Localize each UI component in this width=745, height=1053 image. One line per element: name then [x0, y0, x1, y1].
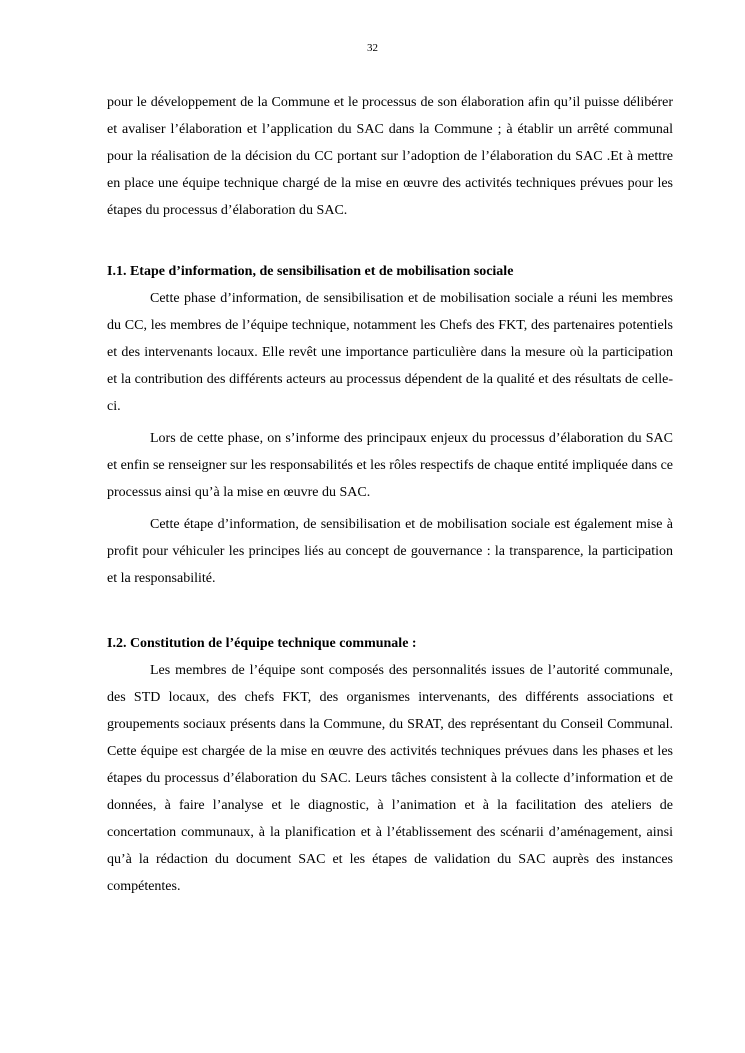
section1-paragraph-1: Cette phase d’information, de sensibilisation et de mobilisation sociale a réuni les membres du CC, les membres de l’équipe technique, notamment les Chefs des FKT, des partenaires potentiels et des intervenants locaux. Elle revêt une importance particulière dans la mesure où la participation et la contribution des différents acteurs au processus dépendent de la qualité et des résultats de celle-ci. — [107, 291, 673, 414]
section1-paragraph-2: Lors de cette phase, on s’informe des principaux enjeux du processus d’élaboration du SAC et enfin se renseigner sur les responsabilités et les rôles respectifs de chaque entité impliquée dans ce processus ainsi qu’à la mise en œuvre du SAC. — [107, 431, 673, 500]
section-heading-2: I.2. Constitution de l’équipe technique communale : — [107, 636, 417, 651]
section1-paragraph-3: Cette étape d’information, de sensibilisation et de mobilisation sociale est également mise à profit pour véhiculer les principes liés au concept de gouvernance : la transparence, la participation et la responsabilité. — [107, 517, 673, 586]
document-body — [107, 89, 673, 900]
section-heading-1: I.1. Etape d’information, de sensibilisation et de mobilisation sociale — [107, 264, 514, 279]
page-number: 32 — [367, 42, 378, 54]
section2-paragraph-1: Les membres de l’équipe sont composés des personnalités issues de l’autorité communale, des STD locaux, des chefs FKT, des organismes intervenants, des différents associations et groupements sociaux présents dans la Commune, du SRAT, des représentant du Conseil Communal. Cette équipe est chargée de la mise en œuvre des activités techniques prévues dans les phases et les étapes du processus d’élaboration du SAC. Leurs tâches consistent à la collecte d’information et de données, à faire l’analyse et le diagnostic, à l’animation et à la facilitation des ateliers de concertation communaux, à la planification et à l’établissement des scénarii d’aménagement, ainsi qu’à la rédaction du document SAC et les étapes de validation du SAC auprès des instances compétentes. — [107, 663, 673, 894]
intro-paragraph: pour le développement de la Commune et le processus de son élaboration afin qu’il puisse délibérer et avaliser l’élaboration et l’application du SAC dans la Commune ; à établir un arrêté communal pour la réalisation de la décision du CC portant sur l’adoption de l’élaboration du SAC .Et à mettre en place une équipe technique chargé de la mise en œuvre des activités techniques prévues pour les étapes du processus d’élaboration du SAC. — [107, 95, 673, 218]
